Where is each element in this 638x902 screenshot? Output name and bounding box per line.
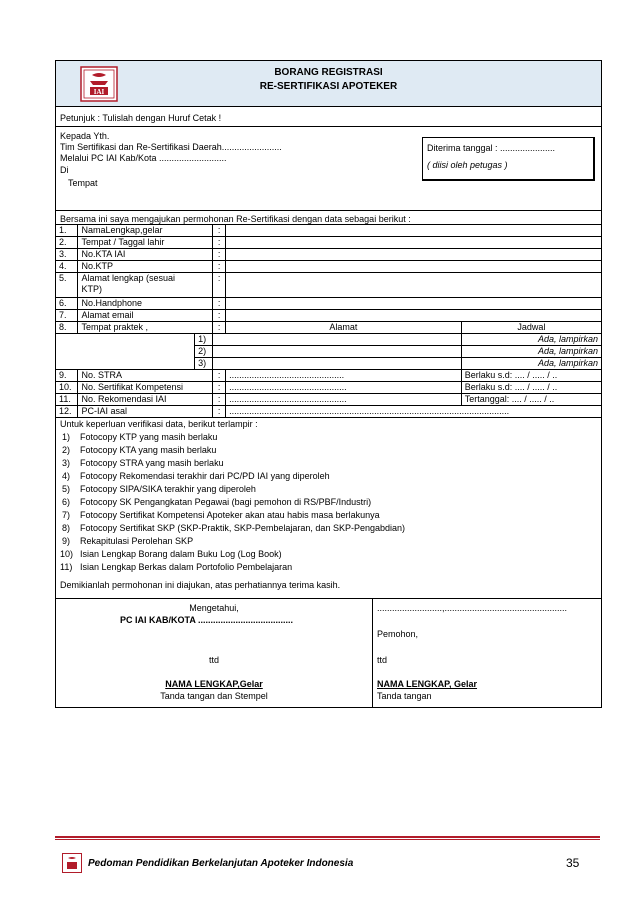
requirement-item: Fotocopy KTA yang masih berlaku bbox=[80, 445, 217, 455]
praktek-schedule: Ada, lampirkan bbox=[461, 358, 601, 370]
signature-block bbox=[56, 598, 601, 707]
praktek-address-field[interactable] bbox=[213, 358, 462, 370]
requirement-number: 2) bbox=[62, 445, 71, 455]
row-label: No.Handphone bbox=[78, 298, 213, 310]
table-row bbox=[56, 346, 601, 358]
column-header-jadwal: Jadwal bbox=[461, 322, 601, 334]
footer-title: Pedoman Pendidikan Berkelanjutan Apoteker Indonesia bbox=[88, 858, 354, 869]
address-line: Tempat bbox=[68, 178, 98, 188]
row-colon: : bbox=[213, 261, 226, 273]
row-colon: : bbox=[213, 310, 226, 322]
stra-number-field[interactable]: .............................................. bbox=[226, 370, 462, 382]
row-number: 9. bbox=[56, 370, 78, 382]
row-colon: : bbox=[213, 249, 226, 261]
received-box bbox=[422, 137, 595, 181]
requirement-item: Fotocopy SIPA/SIKA terakhir yang diperoleh bbox=[80, 484, 256, 494]
row-number: 6. bbox=[56, 298, 78, 310]
row-colon: : bbox=[213, 406, 226, 418]
address-block bbox=[56, 127, 601, 211]
praktek-address-field[interactable] bbox=[213, 346, 462, 358]
requirement-item: Rekapitulasi Perolehan SKP bbox=[80, 536, 194, 546]
competency-cert-field[interactable]: ............................................... bbox=[226, 382, 462, 394]
form-subtitle: RE-SERTIFIKASI APOTEKER bbox=[259, 81, 398, 92]
row-number: 3. bbox=[56, 249, 78, 261]
address-line: Tim Sertifikasi dan Re-Sertifikasi Daerah........................ bbox=[60, 142, 282, 152]
pc-iai-field[interactable]: ................................................................................................................ bbox=[226, 406, 601, 418]
registration-form bbox=[55, 60, 602, 708]
praktek-schedule: Ada, lampirkan bbox=[461, 346, 601, 358]
row-colon: : bbox=[213, 273, 226, 298]
praktek-index: 2) bbox=[195, 346, 213, 358]
row-label: PC-IAI asal bbox=[78, 406, 213, 418]
applicant-name: NAMA LENGKAP, Gelar bbox=[377, 679, 478, 689]
row-value-field[interactable] bbox=[226, 298, 601, 310]
row-colon: : bbox=[213, 394, 226, 406]
signer-name: NAMA LENGKAP,Gelar bbox=[165, 679, 263, 689]
acknowledged-label: Mengetahui, bbox=[189, 603, 239, 613]
row-label: Alamat lengkap (sesuai KTP) bbox=[78, 273, 213, 298]
row-colon: : bbox=[213, 370, 226, 382]
requirement-number: 11) bbox=[60, 562, 73, 572]
signature-right bbox=[373, 599, 601, 707]
table-row bbox=[56, 322, 601, 334]
pc-iai-label: PC IAI KAB/KOTA ...................................... bbox=[120, 615, 294, 625]
table-row bbox=[56, 358, 601, 370]
row-colon: : bbox=[213, 237, 226, 249]
requirement-number: 3) bbox=[62, 458, 71, 468]
row-colon: : bbox=[213, 298, 226, 310]
valid-until-field[interactable]: Berlaku s.d: .... / ..... / .. bbox=[461, 382, 601, 394]
table-row bbox=[56, 370, 601, 382]
requirement-number: 6) bbox=[62, 497, 71, 507]
requirement-item: Fotocopy Sertifikat SKP (SKP-Praktik, SKP-Pembelajaran, dan SKP-Pengabdian) bbox=[80, 523, 405, 533]
form-header bbox=[56, 61, 601, 107]
footer-divider bbox=[55, 836, 600, 838]
requirement-number: 10) bbox=[60, 549, 74, 559]
row-number: 5. bbox=[56, 273, 78, 298]
row-label: Tempat praktek , bbox=[78, 322, 213, 334]
requirement-item: Fotocopy Sertifikat Kompetensi Apoteker akan atau habis masa berlakunya bbox=[80, 510, 380, 520]
valid-until-field[interactable]: Berlaku s.d: .... / ..... / .. bbox=[461, 370, 601, 382]
requirement-item: Fotocopy SK Pengangkatan Pegawai (bagi pemohon di RS/PBF/Industri) bbox=[80, 497, 372, 507]
instruction-text: Petunjuk : Tulislah dengan Huruf Cetak ! bbox=[56, 107, 601, 127]
praktek-schedule: Ada, lampirkan bbox=[461, 334, 601, 346]
row-label: NamaLengkap,gelar bbox=[78, 225, 213, 237]
row-value-field[interactable] bbox=[226, 310, 601, 322]
place-date-field[interactable]: ..........................,................................................. bbox=[377, 603, 568, 613]
signature-caption: Tanda tangan bbox=[377, 691, 432, 701]
closing-text: Demikianlah permohonan ini diajukan, atas perhatiannya terima kasih. bbox=[60, 580, 341, 590]
column-header-alamat: Alamat bbox=[226, 322, 462, 334]
row-label: No.KTP bbox=[78, 261, 213, 273]
praktek-index: 1) bbox=[195, 334, 213, 346]
dated-field[interactable]: Tertanggal: .... / ..... / .. bbox=[461, 394, 601, 406]
row-number: 8. bbox=[56, 322, 78, 334]
received-date-field[interactable]: Diterima tanggal : ...................... bbox=[427, 143, 556, 153]
row-colon: : bbox=[213, 322, 226, 334]
table-row bbox=[56, 225, 601, 237]
data-table bbox=[56, 225, 601, 418]
row-value-field[interactable] bbox=[226, 273, 601, 298]
row-label: Alamat email bbox=[78, 310, 213, 322]
requirement-number: 7) bbox=[62, 510, 71, 520]
address-line: Kepada Yth. bbox=[60, 131, 110, 141]
row-label: No. STRA bbox=[78, 370, 213, 382]
row-number: 1. bbox=[56, 225, 78, 237]
row-number: 10. bbox=[56, 382, 78, 394]
form-title: BORANG REGISTRASI bbox=[274, 67, 383, 78]
row-label: No. Rekomendasi IAI bbox=[78, 394, 213, 406]
signature-caption: Tanda tangan dan Stempel bbox=[160, 691, 268, 701]
row-number: 4. bbox=[56, 261, 78, 273]
table-row bbox=[56, 261, 601, 273]
praktek-index: 3) bbox=[195, 358, 213, 370]
address-line: Di bbox=[60, 165, 69, 175]
table-row bbox=[56, 382, 601, 394]
row-number: 11. bbox=[56, 394, 78, 406]
table-row bbox=[56, 310, 601, 322]
svg-text:IAI: IAI bbox=[93, 88, 105, 96]
table-row bbox=[56, 249, 601, 261]
praktek-address-field[interactable] bbox=[213, 334, 462, 346]
row-number: 2. bbox=[56, 237, 78, 249]
requirement-item: Isian Lengkap Borang dalam Buku Log (Log Book) bbox=[80, 549, 282, 559]
iai-logo-icon bbox=[62, 853, 82, 873]
recommendation-field[interactable]: ............................................... bbox=[226, 394, 462, 406]
requirement-item: Fotocopy STRA yang masih berlaku bbox=[80, 458, 224, 468]
row-colon: : bbox=[213, 225, 226, 237]
row-label: No.KTA IAI bbox=[78, 249, 213, 261]
row-label: No. Sertifikat Kompetensi bbox=[78, 382, 213, 394]
requirement-number: 1) bbox=[62, 432, 71, 442]
table-row bbox=[56, 298, 601, 310]
row-number: 7. bbox=[56, 310, 78, 322]
applicant-label: Pemohon, bbox=[377, 629, 419, 639]
row-number: 12. bbox=[56, 406, 78, 418]
table-row bbox=[56, 237, 601, 249]
ttd-label: ttd bbox=[377, 655, 388, 665]
row-colon: : bbox=[213, 382, 226, 394]
requirements-heading: Untuk keperluan verifikasi data, berikut terlampir : bbox=[60, 419, 258, 429]
row-value-field[interactable] bbox=[226, 225, 601, 237]
signature-left bbox=[56, 599, 373, 707]
requirement-item: Isian Lengkap Berkas dalam Portofolio Pembelajaran bbox=[80, 562, 293, 572]
row-value-field[interactable] bbox=[226, 261, 601, 273]
table-row bbox=[56, 394, 601, 406]
requirement-number: 4) bbox=[62, 471, 71, 481]
row-value-field[interactable] bbox=[226, 249, 601, 261]
table-row bbox=[56, 273, 601, 298]
footer-divider bbox=[55, 839, 600, 840]
address-line: Melalui PC IAI Kab/Kota ........................... bbox=[60, 153, 227, 163]
ttd-label: ttd bbox=[208, 655, 219, 665]
row-value-field[interactable] bbox=[226, 237, 601, 249]
table-row bbox=[56, 334, 601, 346]
requirement-item: Fotocopy KTP yang masih berlaku bbox=[80, 432, 218, 442]
page-number: 35 bbox=[566, 856, 580, 870]
requirement-item: Fotocopy Rekomendasi terakhir dari PC/PD IAI yang diperoleh bbox=[80, 471, 330, 481]
requirement-number: 5) bbox=[62, 484, 71, 494]
requirements-block bbox=[56, 418, 601, 598]
intro-text: Bersama ini saya mengajukan permohonan Re-Sertifikasi dengan data sebagai berikut : bbox=[56, 211, 601, 225]
requirement-number: 9) bbox=[62, 536, 71, 546]
requirement-number: 8) bbox=[62, 523, 71, 533]
table-row bbox=[56, 406, 601, 418]
row-label: Tempat / Taggal lahir bbox=[78, 237, 213, 249]
received-note: ( diisi oleh petugas ) bbox=[427, 160, 508, 170]
